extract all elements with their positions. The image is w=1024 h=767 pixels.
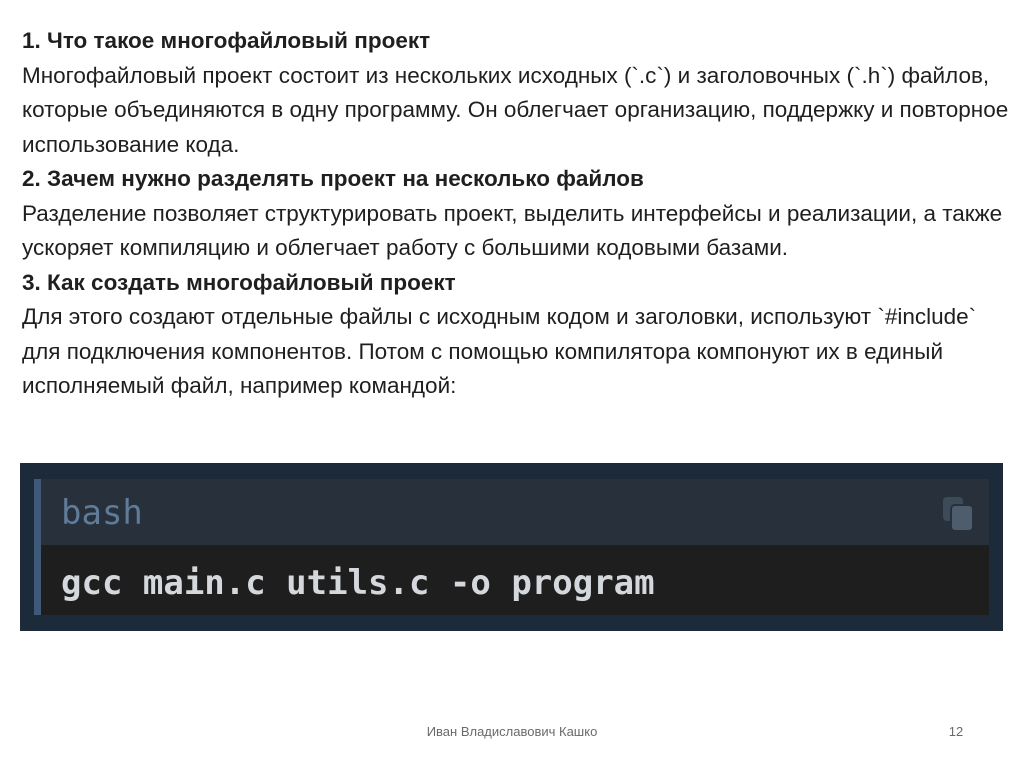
section-3-heading: 3. Как создать многофайловый проект xyxy=(22,269,456,295)
footer-author: Иван Владиславович Кашко xyxy=(426,724,598,739)
code-line: gcc main.c utils.c -o program xyxy=(61,563,655,603)
page-number: 12 xyxy=(948,724,964,739)
copy-icon[interactable] xyxy=(941,495,975,533)
section-1-heading: 1. Что такое многофайловый проект xyxy=(22,28,431,53)
code-block-inner xyxy=(34,479,989,615)
section-2-heading: 2. Зачем нужно разделять проект на несколько файлов xyxy=(22,166,644,191)
code-language-label: bash xyxy=(61,493,143,533)
slide-content xyxy=(22,24,1012,404)
code-block-header xyxy=(41,479,989,545)
code-block xyxy=(20,463,1003,631)
section-1-body: Многофайловый проект состоит из нескольких исходных (`.c`) и заголовочных (`.h`) файлов, которые объединяются в одну программу. Он облегчает организацию, поддержку и повторное использование кода. xyxy=(22,62,1009,157)
section-2-body: Разделение позволяет структурировать проект, выделить интерфейсы и реализации, а также ускоряет компиляцию и облегчает работу с большими кодовыми базами. xyxy=(22,200,1003,260)
section-3-body: Для этого создают отдельные файлы с исходным кодом и заголовки, используют `#include` для подключения компонентов. Потом с помощью компилятора компонуют их в единый исполняемый файл, например командой: xyxy=(22,304,977,398)
